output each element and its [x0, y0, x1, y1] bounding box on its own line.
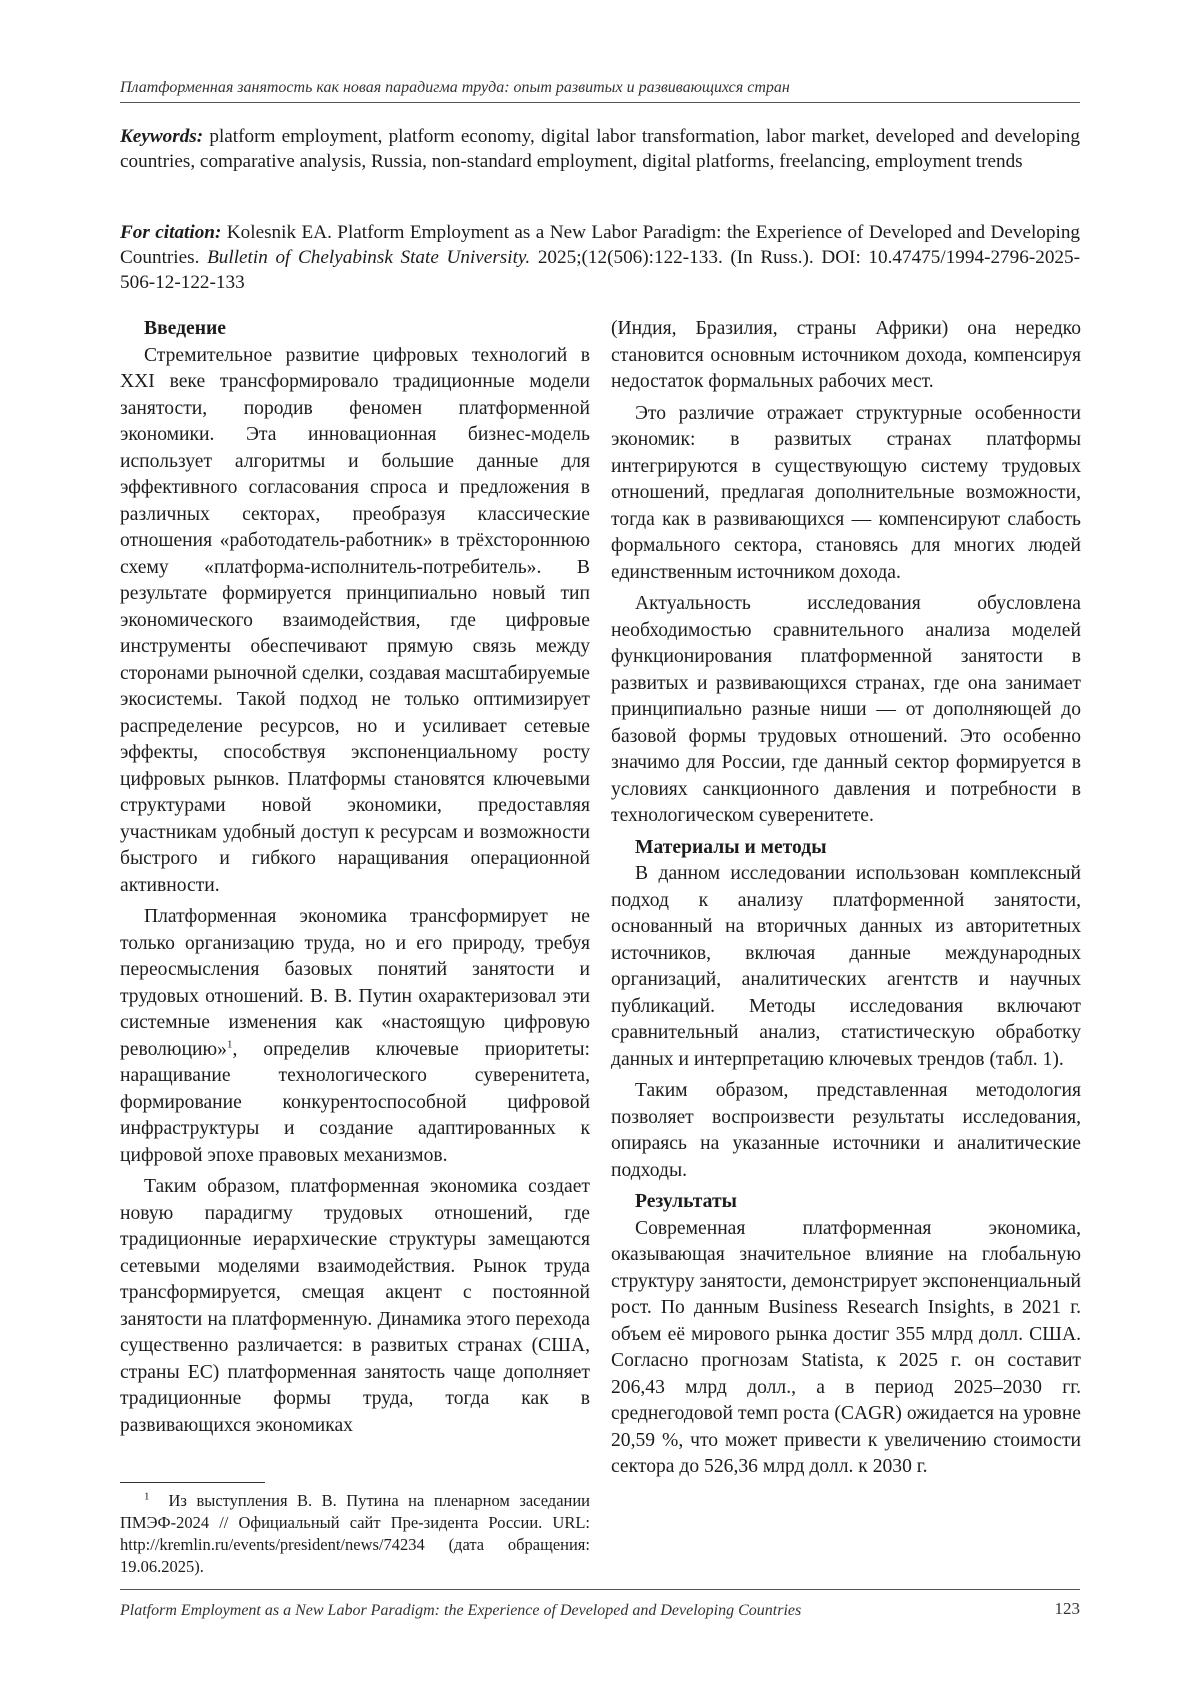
citation-block [120, 220, 1080, 295]
methods-paragraph-2: Таким образом, представленная методология позволяет воспроизвести результаты исследования, опираясь на указанные источники и аналитические подходы. [611, 1080, 1081, 1181]
results-paragraph-1: Современная платформенная экономика, оказывающая значительное влияние на глобальную структуру занятости, демонстрирует экспоненциальный рост. По данным Business Research Insights, в 2021 г. объем её мирового рынка достиг 355 млрд долл. США. Согласно прогнозам Statista, к 2025 г. он составит 206,43 млрд долл., а в период 2025–2030 гг. среднегодовой темп роста (CAGR) ожидается на уровне 20,59 %, что может привести к увеличению стоимости сектора до 526,36 млрд долл. к 2030 г. [611, 1217, 1081, 1477]
citation-journal: Bulletin of Chelyabinsk State University. [207, 247, 531, 268]
citation-text: Kolesnik EA. Platform Employment as a New Labor Paradigm: the Experience of Developed and Developing Countries. [120, 222, 1081, 268]
section-heading-results: Результаты [635, 1191, 737, 1212]
intro-paragraph-2 [120, 904, 590, 1169]
running-header: Платформенная занятость как новая парадигма труда: опыт развитых и развивающихся стран [120, 79, 790, 96]
left-column [120, 316, 590, 1444]
footnote-marker: 1 [144, 1490, 150, 1503]
intro-paragraph-3-continued: (Индия, Бразилия, страны Африки) она нередко становится основным источником дохода, компенсируя недостаток формальных рабочих мест. [611, 318, 1081, 392]
keywords-block [120, 124, 1080, 174]
intro-paragraph-1: Стремительное развитие цифровых технологий в XXI веке трансформировало традиционные модели занятости, породив феномен платформенной экономики. Эта инновационная бизнес-модель использует алгоритмы и большие данные для эффективного согласования спроса и предложения в различных секторах, преобразуя классические отношения «работодатель-работник» в трёхстороннюю схему «платформа-исполнитель-потребитель». В результате формируется принципиально новый тип экономического взаимодействия, где цифровые инструменты обеспечивают прямую связь между сторонами рыночной сделки, создавая масштабируемые экосистемы. Такой подход не только оптимизирует распределение ресурсов, но и усиливает сетевые эффекты, способствуя экспоненциальному росту цифровых рынков. Платформы становятся ключевыми структурами новой экономики, предоставляя участникам удобный доступ к ресурсам и возможности быстрого и гибкого наращивания операционной активности. [120, 344, 590, 896]
paragraph-text: , определив ключевые приоритеты: наращивание технологического суверенитета, формирование конкурентоспособной цифровой инфраструктуры и создание адаптированных к цифровой эпохе правовых механизмов. [120, 1038, 590, 1166]
footnote-body [120, 1490, 590, 1578]
footer-divider [120, 1589, 1080, 1590]
intro-paragraph-3: Таким образом, платформенная экономика создает новую парадигму трудовых отношений, где традиционные иерархические структуры замещаются сетевыми моделями взаимодействия. Рынок труда трансформируется, смещая акцент с постоянной занятости на платформенную. Динамика этого перехода существенно различается: в развитых странах (США, страны ЕС) платформенная занятость чаще дополняет традиционные формы труда, тогда как в развивающихся экономиках [120, 1176, 590, 1436]
citation-details: 2025;(12(506):122-133. (In Russ.). DOI: 10.47475/1994-2796-2025-506-12-122-133 [120, 247, 1080, 293]
footnote-divider [120, 1482, 265, 1483]
running-footer: Platform Employment as a New Labor Paradigm: the Experience of Developed and Developing Countries [120, 1602, 802, 1619]
methods-paragraph-1: В данном исследовании использован комплексный подход к анализу платформенной занятости, основанный на вторичных данных из авторитетных источников, включая данные международных организаций, аналитических агентств и научных публикаций. Методы исследования включают сравнительный анализ, статистическую обработку данных и интерпретацию ключевых трендов (табл. 1). [611, 863, 1081, 1070]
keywords-label: Keywords: [120, 126, 204, 147]
intro-paragraph-4: Это различие отражает структурные особенности экономик: в развитых странах платформы интегрируются в существующую систему трудовых отношений, предлагая дополнительные возможности, тогда как в развивающихся — компенсируют слабость формального сектора, становясь для многих людей единственным источником дохода. [611, 402, 1081, 583]
footnote-reference[interactable]: 1 [226, 1037, 233, 1050]
intro-paragraph-5: Актуальность исследования обусловлена необходимостью сравнительного анализа моделей функционирования платформенной занятости в развитых и развивающихся странах, где она занимает принципиально разные ниши — от дополняющей до базовой формы трудовых отношений. Это особенно значимо для России, где данный сектор формируется в условиях санкционного давления и потребности в технологическом суверенитете. [611, 593, 1081, 826]
keywords-text: platform employment, platform economy, digital labor transformation, labor market, developed and developing countries, comparative analysis, Russia, non-standard employment, digital platforms, freelancing, employment trends [120, 126, 1080, 172]
section-heading-introduction: Введение [144, 318, 226, 339]
paragraph-text: Платформенная экономика трансформирует не только организацию труда, но и его природу, требуя переосмысления базовых понятий занятости и трудовых отношений. В. В. Путин охарактеризовал эти системные изменения как «настоящую цифровую революцию» [120, 906, 590, 1060]
citation-label: For citation: [120, 222, 222, 243]
footnote-text: Из выступления В. В. Путина на пленарном заседании ПМЭФ-2024 // Официальный сайт Пре-зидента России. URL: http://kremlin.ru/events/president/news/74234 (дата обращения: 19.06.2025). [120, 1491, 591, 1576]
header-divider [120, 102, 1080, 103]
section-heading-methods: Материалы и методы [635, 836, 827, 858]
footnote [120, 1490, 590, 1578]
page-number: 123 [1054, 1599, 1080, 1618]
right-column [611, 316, 1081, 1486]
